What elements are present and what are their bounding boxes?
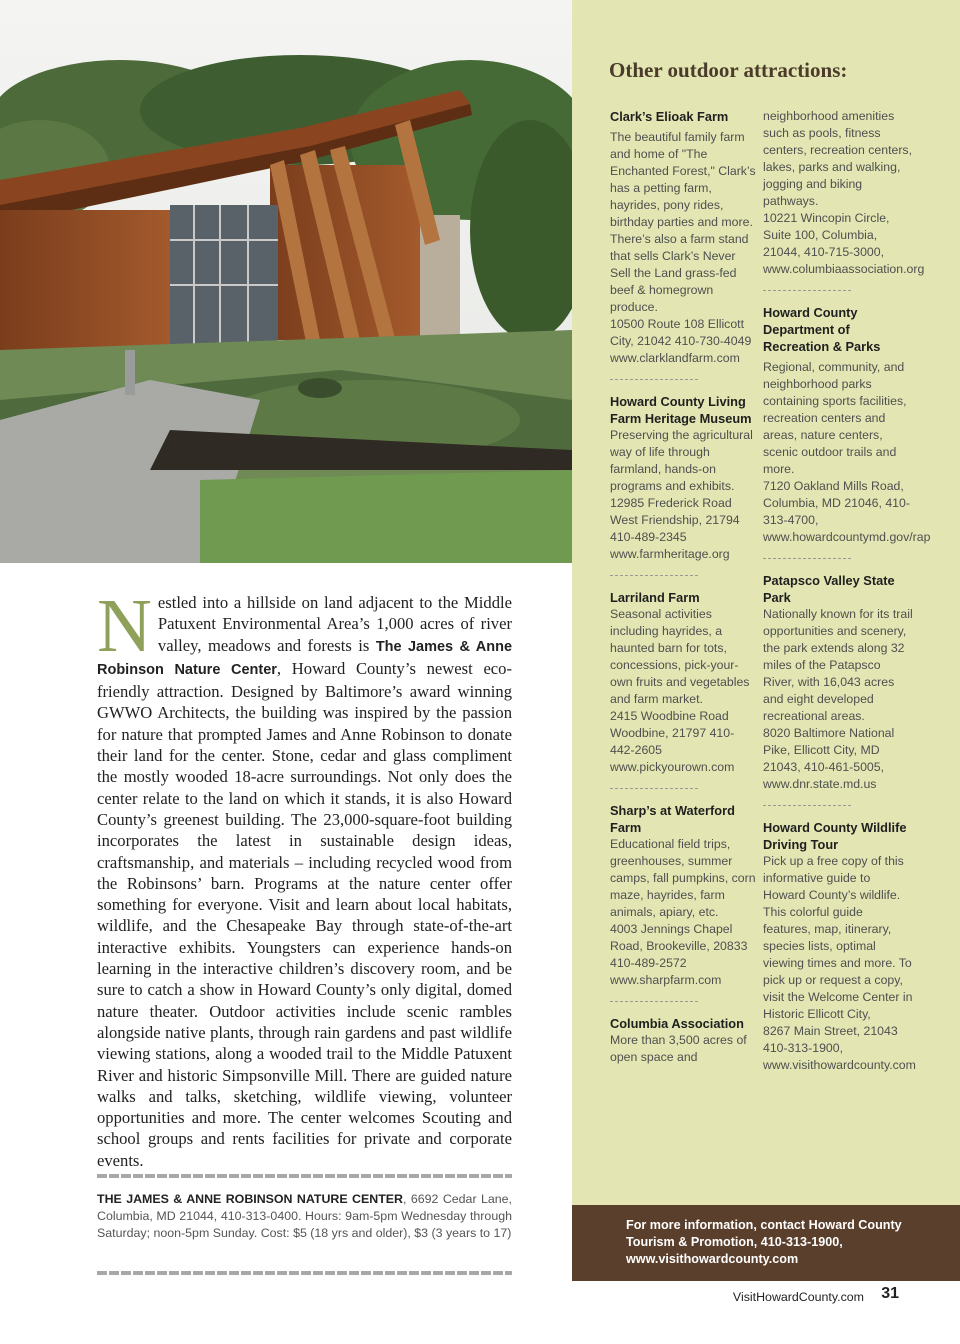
sidebar-column-1	[610, 108, 756, 1066]
page-url: VisitHowardCounty.com	[732, 1290, 864, 1304]
attraction-name: Sharp’s at Waterford Farm	[610, 803, 735, 835]
attraction-wildlife-tour	[763, 819, 916, 1074]
attraction-address: 10500 Route 108 Ellicott City, 21042 410-730-4049 www.clarklandfarm.com	[610, 317, 752, 365]
credit-details: , 6692 Cedar Lane, Columbia, MD 21044, 410-313-0400. Hours: 9am-5pm Wednesday through Saturday; noon-5pm Sunday. Cost: $5 (18 yrs and older), $3 (3 years to 17)	[97, 1192, 512, 1240]
attraction-sharps	[610, 802, 756, 989]
credit-name: THE JAMES & ANNE ROBINSON NATURE CENTER	[97, 1192, 403, 1206]
attraction-address: 2415 Woodbine Road Woodbine, 21797 410-442-2605 www.pickyourown.com	[610, 709, 735, 774]
attraction-name: Patapsco Valley State Park	[763, 573, 895, 605]
separator	[763, 558, 851, 559]
attraction-name: Howard County Living Farm Heritage Museum	[610, 394, 752, 426]
article-body	[97, 584, 513, 1171]
attraction-columbia-association	[610, 1015, 756, 1066]
attraction-desc: Seasonal activities including hayrides, a haunted barn for tots, concessions, pick-your-own fruits and vegetables and farm market.	[610, 607, 750, 706]
attraction-columbia-association-cont	[763, 108, 925, 278]
attraction-living-farm	[610, 393, 756, 563]
divider-top	[97, 1174, 512, 1178]
attraction-desc: neighborhood amenities such as pools, fitness centers, recreation centers, lakes, parks and walking, jogging and biking pathways.	[763, 109, 912, 208]
attraction-larriland	[610, 589, 756, 776]
article-text: , Howard County’s newest eco-friendly attraction. Designed by Baltimore’s award winning GWWO Architects, the building was inspired by the passion for nature that prompted James and Anne Robinson to donate their land for the center. Stone, cedar and glass compliment the mostly wooded 18-acre surroundings. Not only does the center relate to the land on which it stands, it is also Howard County’s greenest building. The 23,000-square-foot building incorporates the latest in sustainable design ideas, craftsmanship, and materials – including recycled wood from the Robinsons’ barn. Programs at the nature center offer something for everyone. Visit and learn about local habitats, wildlife, and the Chesapeake Bay through state-of-the-art interactive exhibits. Youngsters can experience hands-on learning in the interactive children’s discovery room, and be sure to catch a show in Howard County’s only digital, domed nature theater. Outdoor activities include scenic rambles alongside native plants, through rain gardens and past wildlife viewing stations, along a wooded trail to the Middle Patuxent River and historic Simpsonville Mill. There are guided nature walks and talks, sketching, wildlife viewing, volunteer opportunities and more. The center welcomes Scouting and school groups and rents facilities for private and corporate events.	[97, 658, 512, 1170]
attraction-name: Larriland Farm	[610, 590, 700, 605]
separator	[610, 575, 698, 576]
separator	[610, 1001, 698, 1002]
divider-bottom	[97, 1271, 512, 1275]
attraction-name: Clark’s Elioak Farm	[610, 109, 729, 124]
attraction-address: 7120 Oakland Mills Road, Columbia, MD 21046, 410-313-4700, www.howardcountymd.gov/rap	[763, 479, 931, 544]
attraction-desc: Regional, community, and neighborhood parks containing sports facilities, recreation centers and areas, nature centers, scenic outdoor trails and more.	[763, 360, 907, 476]
attraction-name: Columbia Association	[610, 1016, 744, 1031]
attraction-address: 8267 Main Street, 21043 410-313-1900, www.visithowardcounty.com	[763, 1024, 916, 1072]
separator	[763, 290, 851, 291]
drop-cap: N	[97, 584, 152, 668]
sidebar-column-2	[763, 108, 931, 1074]
credit-block	[97, 1191, 512, 1242]
separator	[610, 788, 698, 789]
attraction-name: Howard County Department of Recreation & Parks	[763, 305, 881, 354]
separator	[610, 379, 698, 380]
footer-contact: For more information, contact Howard County Tourism & Promotion, 410-313-1900, www.visithowardcounty.com	[626, 1218, 902, 1266]
attraction-address: 4003 Jennings Chapel Road, Brookeville, 20833 410-489-2572 www.sharpfarm.com	[610, 922, 748, 987]
attraction-address: 12985 Frederick Road West Friendship, 21794 410-489-2345 www.farmheritage.org	[610, 496, 740, 561]
attraction-address: 8020 Baltimore National Pike, Ellicott City, MD 21043, 410-461-5005, www.dnr.state.md.us	[763, 726, 895, 791]
attraction-desc: Preserving the agricultural way of life through farmland, hands-on programs and exhibits.	[610, 428, 753, 493]
attraction-address: 10221 Wincopin Circle, Suite 100, Columbia, 21044, 410-715-3000, www.columbiaassociation.org	[763, 211, 925, 276]
page-number: 31	[881, 1285, 899, 1302]
attraction-desc: Pick up a free copy of this informative guide to Howard County’s wildlife. This colorful guide features, map, itinerary, species lists, optimal viewing times and more. To pick up or request a copy, visit the Welcome Center in Historic Ellicott City,	[763, 854, 913, 1021]
attraction-desc: The beautiful family farm and home of "The Enchanted Forest," Clark’s has a petting farm, hayrides, pony rides, birthday parties and more. There’s also a farm stand that sells Clark’s Never Sell the Land grass-fed beef & homegrown produce.	[610, 130, 756, 314]
attraction-desc: More than 3,500 acres of open space and	[610, 1033, 747, 1064]
separator	[763, 805, 851, 806]
attraction-patapsco	[763, 572, 913, 793]
nature-center-photo	[0, 0, 572, 563]
sidebar-title: Other outdoor attractions:	[609, 58, 848, 82]
attraction-desc: Nationally known for its trail opportunities and scenery, the park extends along 32 miles of the Patapsco River, with 16,043 acres and eight developed recreational areas.	[763, 607, 913, 723]
attraction-recreation-parks	[763, 304, 931, 546]
attraction-name: Howard County Wildlife Driving Tour	[763, 820, 907, 852]
article-center-name: The James & Anne Robinson Nature Center	[97, 638, 513, 678]
attraction-desc: Educational field trips, greenhouses, summer camps, fall pumpkins, corn maze, hayrides, farm animals, apiary, etc.	[610, 837, 756, 919]
attraction-clarks-elioak	[610, 108, 756, 367]
article-lead: estled into a hillside on land adjacent to the Middle Patuxent Environmental Area’s 1,000 acres of river valley, meadows and forests is	[157, 593, 512, 655]
